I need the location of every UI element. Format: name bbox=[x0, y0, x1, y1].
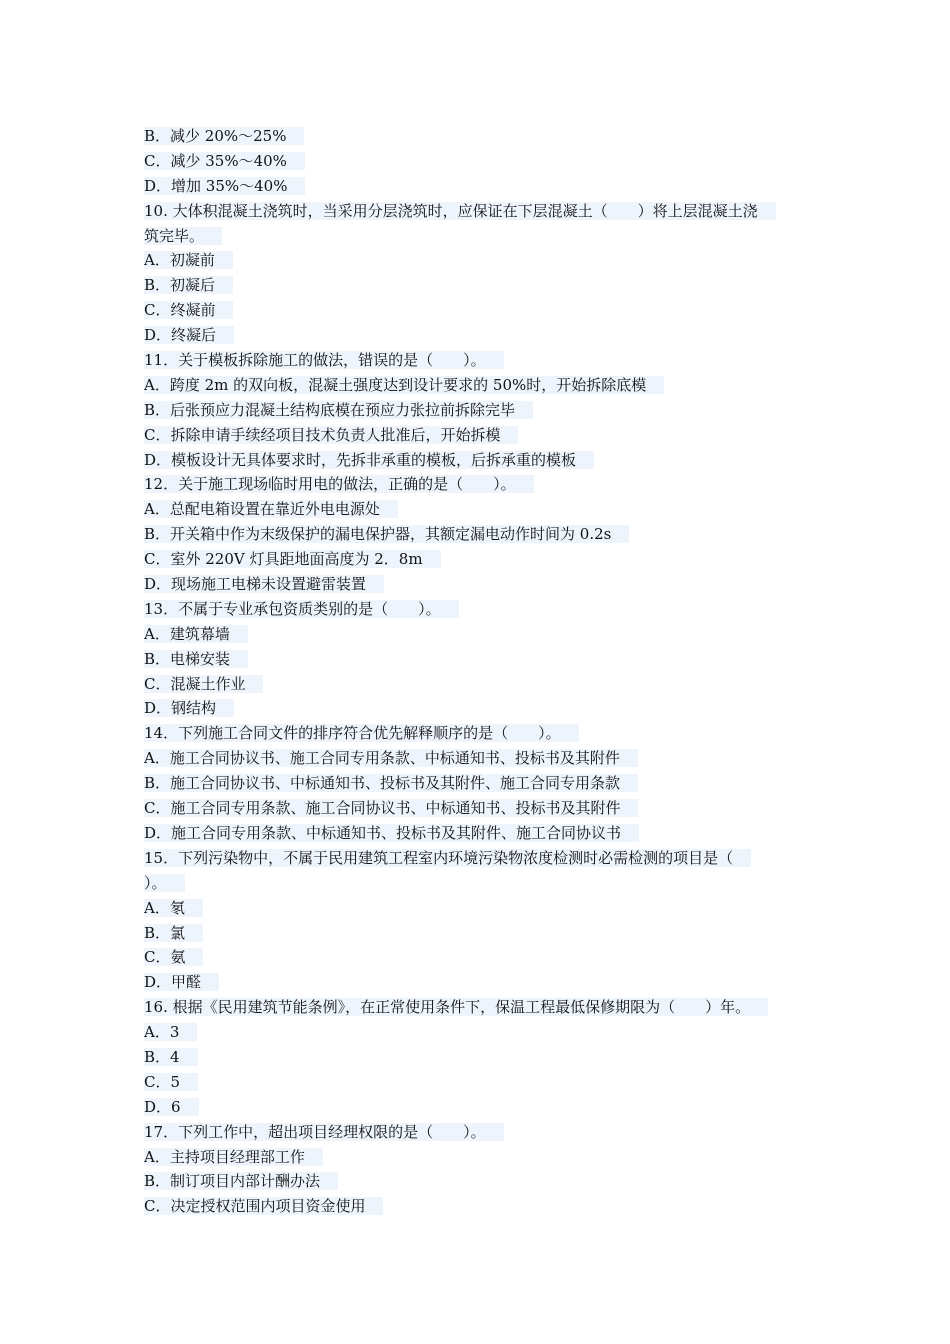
option-line: B．减少 20%～25% bbox=[144, 124, 810, 149]
option-line: D．现场施工电梯未设置避雷装置 bbox=[144, 572, 810, 597]
option-line: B．制订项目内部计酬办法 bbox=[144, 1169, 810, 1194]
option-line: C．5 bbox=[144, 1070, 810, 1095]
option-line: C．室外 220V 灯具距地面高度为 2．8m bbox=[144, 547, 810, 572]
option-line: B．后张预应力混凝土结构底模在预应力张拉前拆除完毕 bbox=[144, 398, 810, 423]
option-line: C．施工合同专用条款、施工合同协议书、中标通知书、投标书及其附件 bbox=[144, 796, 810, 821]
option-line: C．终凝前 bbox=[144, 298, 810, 323]
question-line: 15．下列污染物中，不属于民用建筑工程室内环境污染物浓度检测时必需检测的项目是（ bbox=[144, 846, 810, 871]
option-line: C．氨 bbox=[144, 945, 810, 970]
option-line: A．总配电箱设置在靠近外电电源处 bbox=[144, 497, 810, 522]
option-line: D．6 bbox=[144, 1095, 810, 1120]
option-line: D．模板设计无具体要求时，先拆非承重的模板，后拆承重的模板 bbox=[144, 448, 810, 473]
option-line: B．电梯安装 bbox=[144, 647, 810, 672]
option-line: A．初凝前 bbox=[144, 248, 810, 273]
question-line: 10. 大体积混凝土浇筑时，当采用分层浇筑时，应保证在下层混凝土（ ）将上层混凝土浇 bbox=[144, 199, 810, 224]
option-line: B．氯 bbox=[144, 921, 810, 946]
question-line: 16. 根据《民用建筑节能条例》，在正常使用条件下，保温工程最低保修期限为（ ）年。 bbox=[144, 995, 810, 1020]
option-line: A．跨度 2m 的双向板，混凝土强度达到设计要求的 50%时，开始拆除底模 bbox=[144, 373, 810, 398]
option-line: D．钢结构 bbox=[144, 696, 810, 721]
option-line: A．施工合同协议书、施工合同专用条款、中标通知书、投标书及其附件 bbox=[144, 746, 810, 771]
question-line: 12．关于施工现场临时用电的做法，正确的是（ ）。 bbox=[144, 472, 810, 497]
option-line: A．氡 bbox=[144, 896, 810, 921]
option-line: D．甲醛 bbox=[144, 970, 810, 995]
option-line: C．拆除申请手续经项目技术负责人批准后，开始拆模 bbox=[144, 423, 810, 448]
option-line: A．3 bbox=[144, 1020, 810, 1045]
question-line: 11．关于模板拆除施工的做法，错误的是（ ）。 bbox=[144, 348, 810, 373]
question-line: ）。 bbox=[144, 871, 810, 896]
question-line: 17．下列工作中，超出项目经理权限的是（ ）。 bbox=[144, 1120, 810, 1145]
option-line: C．决定授权范围内项目资金使用 bbox=[144, 1194, 810, 1219]
document-body bbox=[144, 124, 810, 1219]
option-line: B．施工合同协议书、中标通知书、投标书及其附件、施工合同专用条款 bbox=[144, 771, 810, 796]
question-line: 14．下列施工合同文件的排序符合优先解释顺序的是（ ）。 bbox=[144, 721, 810, 746]
option-line: B．初凝后 bbox=[144, 273, 810, 298]
option-line: B．4 bbox=[144, 1045, 810, 1070]
question-line: 13．不属于专业承包资质类别的是（ ）。 bbox=[144, 597, 810, 622]
option-line: A．建筑幕墙 bbox=[144, 622, 810, 647]
question-line: 筑完毕。 bbox=[144, 224, 810, 249]
option-line: A．主持项目经理部工作 bbox=[144, 1145, 810, 1170]
option-line: D．施工合同专用条款、中标通知书、投标书及其附件、施工合同协议书 bbox=[144, 821, 810, 846]
option-line: C．减少 35%～40% bbox=[144, 149, 810, 174]
option-line: B．开关箱中作为末级保护的漏电保护器，其额定漏电动作时间为 0.2s bbox=[144, 522, 810, 547]
option-line: D．终凝后 bbox=[144, 323, 810, 348]
option-line: C．混凝土作业 bbox=[144, 672, 810, 697]
option-line: D．增加 35%～40% bbox=[144, 174, 810, 199]
